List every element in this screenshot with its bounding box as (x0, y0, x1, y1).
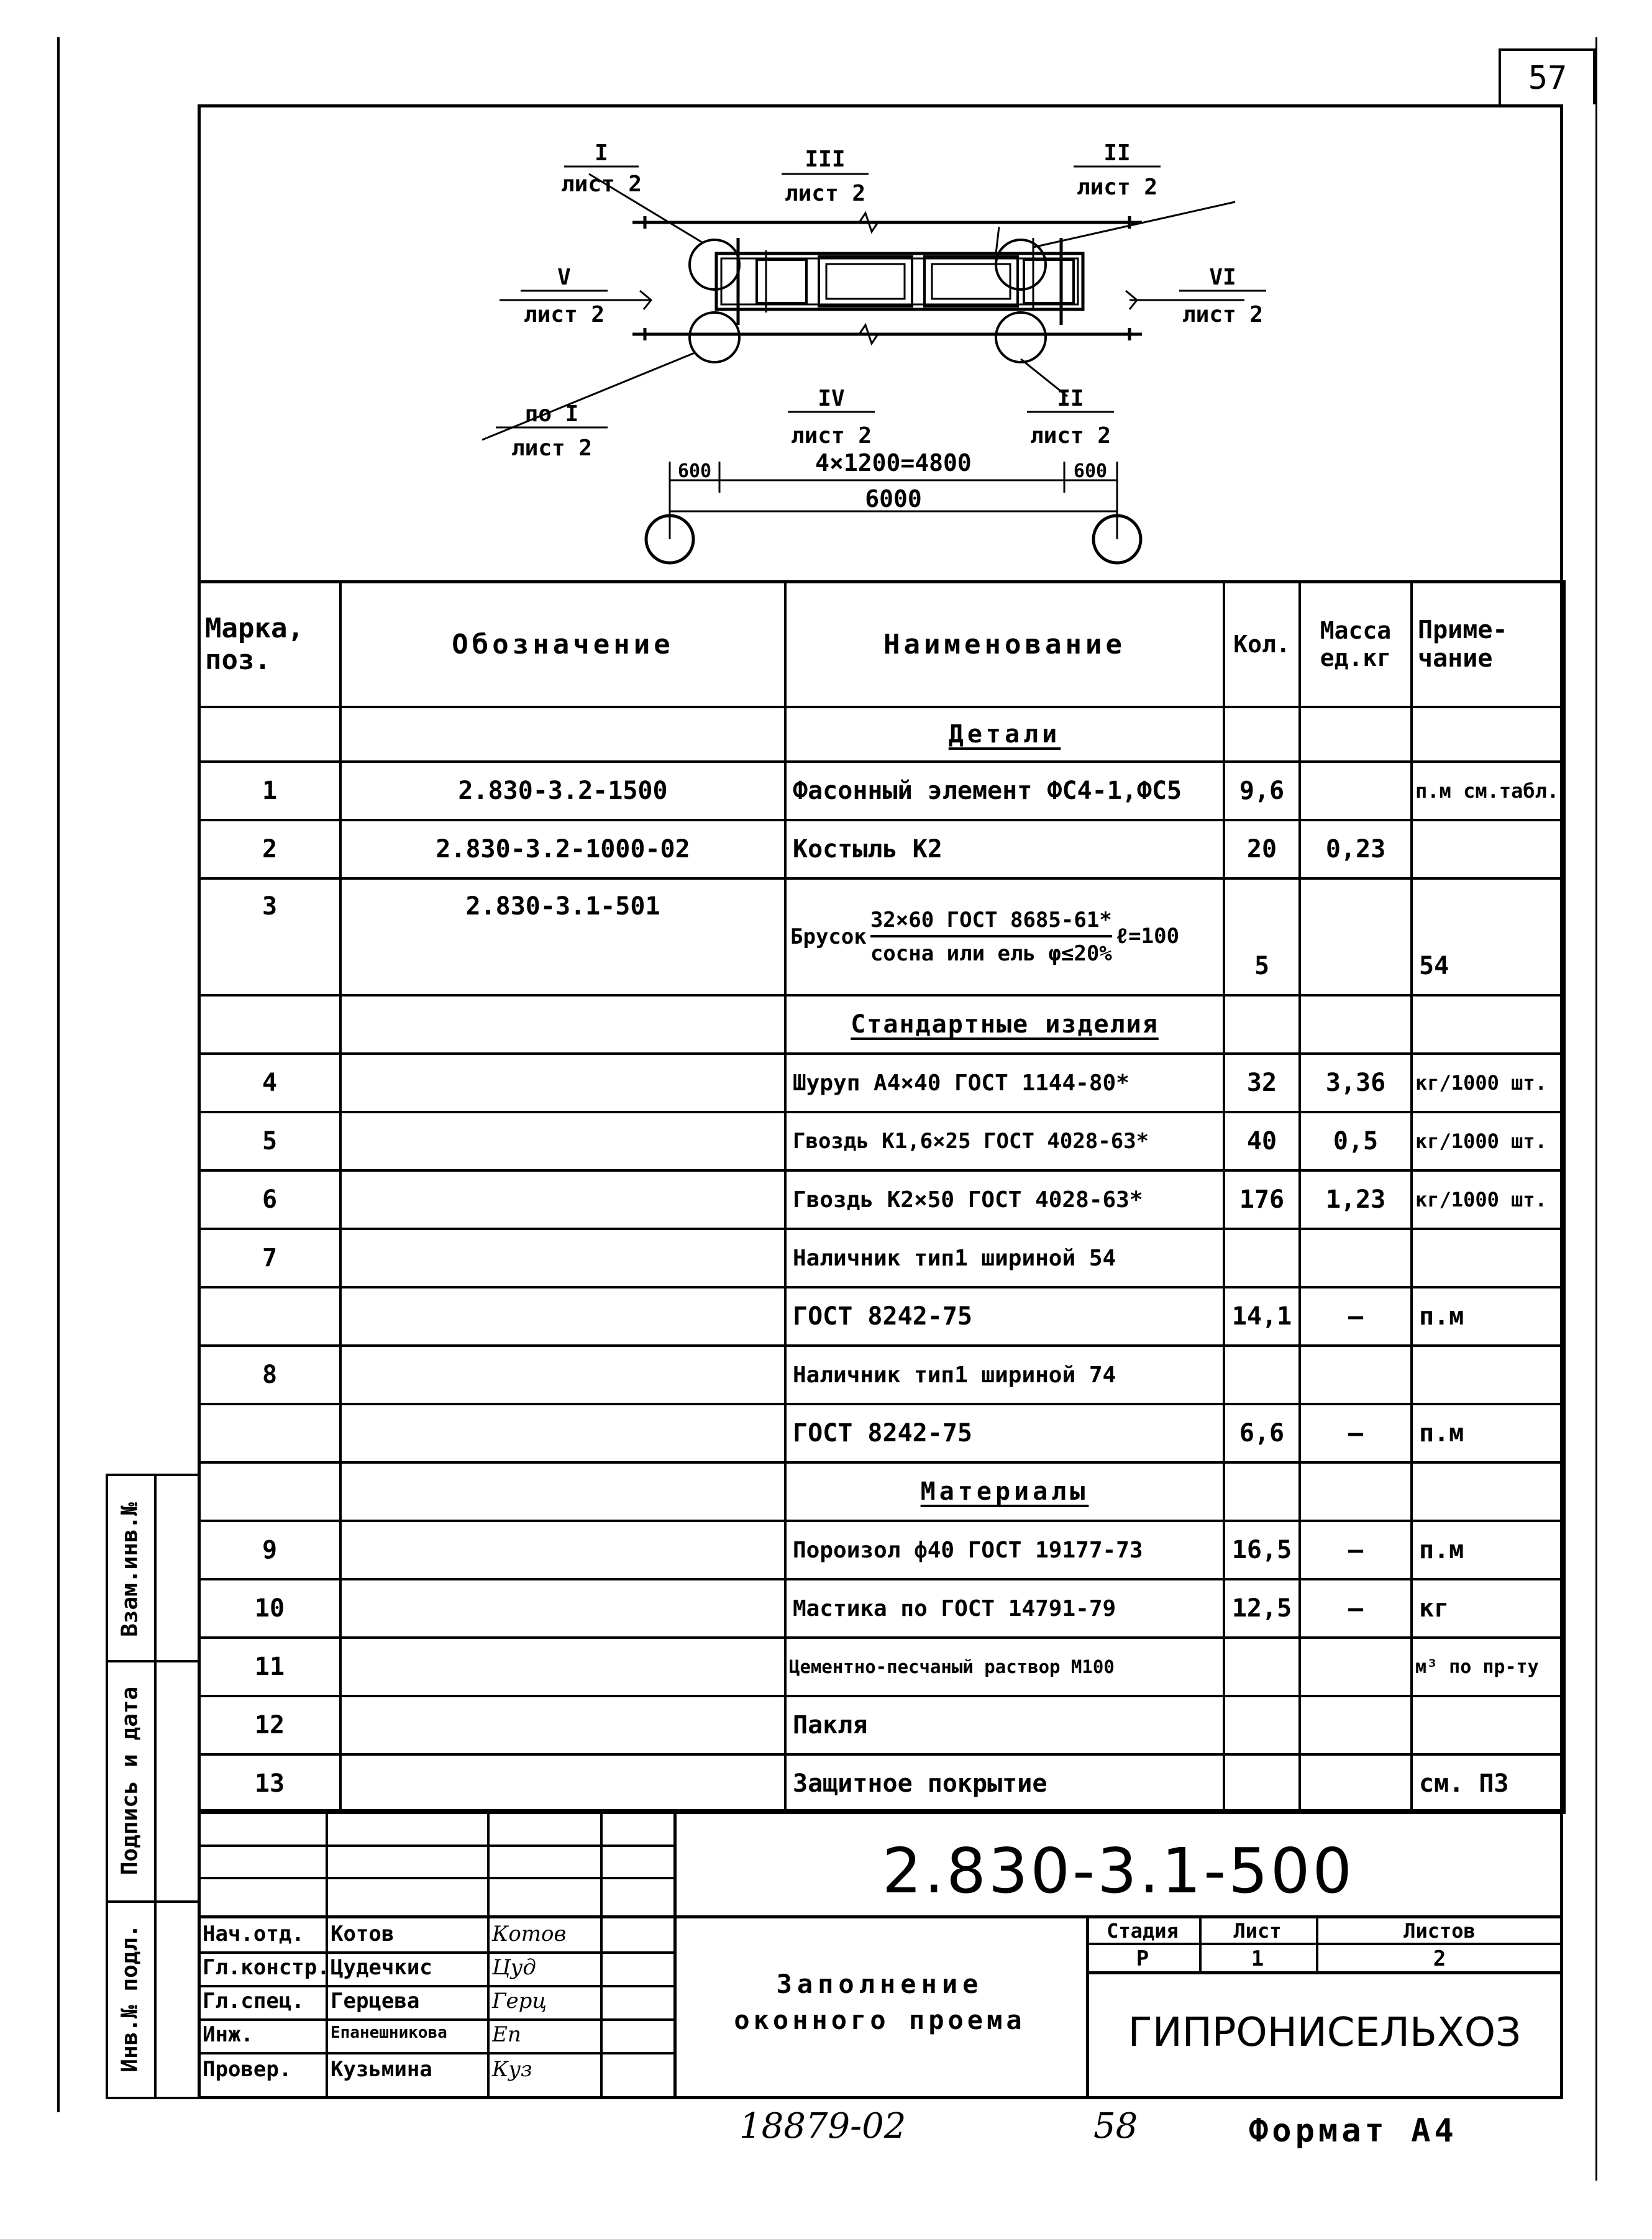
sig-role-3: Инж. (203, 2022, 253, 2047)
sheet-title-line-1: Заполнение (776, 1969, 983, 1999)
section-row (199, 995, 1564, 1054)
sig-role-4: Провер. (203, 2057, 292, 2082)
section-row (199, 707, 1564, 762)
header-designation: Обозначение (340, 581, 785, 707)
sig-name-3: Епанешникова (331, 2023, 447, 2042)
table-row: 6 Гвоздь К2×50 ГОСТ 4028-63* 176 1,23 кг/1000 шт. (199, 1170, 1564, 1229)
table-header-row (199, 581, 1564, 707)
table-row: ГОСТ 8242-75 14,1 — п.м (199, 1287, 1564, 1346)
ref-I-list: лист 2 (560, 171, 642, 197)
right-margin-line (1595, 37, 1597, 2181)
page-number-box (1499, 48, 1595, 104)
ref-IV-list: лист 2 (790, 423, 872, 449)
table-row: 11 Цементно-песчаный раствор М100 м³ по пр-ту (199, 1638, 1564, 1696)
table-row: 3 2.830-3.1-501 Брусок 32×60 ГОСТ 8685-61* сосна или ель φ≤20% ℓ=100 5 54 (199, 878, 1564, 995)
ref-I-top: I (595, 140, 608, 166)
table-row: 7 Наличник тип1 шириной 54 (199, 1229, 1564, 1287)
side-signature-date: Подпись и дата (117, 1686, 143, 1876)
sig-sign-2: Герц (492, 1989, 547, 2013)
title-block (198, 1809, 1563, 2099)
sig-role-0: Нач.отд. (203, 1922, 304, 1946)
sig-sign-3: Еп (492, 2022, 521, 2047)
ref-III-top: III (805, 147, 846, 172)
header-name: Наименование (785, 581, 1224, 707)
sig-sign-1: Цуд (492, 1955, 536, 1980)
table-row: 12 Пакля (199, 1696, 1564, 1754)
table-row: 5 Гвоздь К1,6×25 ГОСТ 4028-63* 40 0,5 кг/1000 шт. (199, 1112, 1564, 1170)
dim-middle: 4×1200=4800 (815, 449, 972, 477)
sig-name-1: Цудечкис (331, 1955, 432, 1980)
sig-sign-4: Куз (492, 2057, 532, 2082)
table-row: 10 Мастика по ГОСТ 14791-79 12,5 — кг (199, 1579, 1564, 1638)
ref-po-I: по I (524, 401, 579, 427)
section-materials: Материалы (920, 1477, 1089, 1506)
ref-II-top: II (1103, 140, 1131, 166)
dim-600-right: 600 (1073, 460, 1108, 482)
ref-II-bottom: II (1057, 386, 1084, 411)
specification-table (198, 580, 1566, 1814)
ref-V-left: V (557, 265, 571, 290)
sheet-title-line-2: оконного проема (734, 2005, 1026, 2035)
sheet-header: Лист (1233, 1919, 1282, 1943)
section-standard: Стандартные изделия (851, 1010, 1159, 1039)
stage-value: Р (1136, 1946, 1149, 1971)
table-row: 8 Наличник тип1 шириной 74 (199, 1346, 1564, 1404)
sig-name-0: Котов (331, 1922, 395, 1946)
brusok-cell: Брусок 32×60 ГОСТ 8685-61* сосна или ель φ≤20% ℓ=100 (785, 878, 1224, 995)
ref-po-I-list: лист 2 (511, 435, 593, 461)
sheets-header: Листов (1403, 1919, 1476, 1943)
sig-sign-0: Котов (492, 1922, 567, 1946)
organization: ГИПРОНИСЕЛЬХОЗ (1128, 2010, 1522, 2056)
format-label: Формат А4 (1249, 2112, 1458, 2150)
ref-III-list: лист 2 (784, 181, 866, 206)
table-row: ГОСТ 8242-75 6,6 — п.м (199, 1404, 1564, 1462)
table-row: 4 Шуруп А4×40 ГОСТ 1144-80* 32 3,36 кг/1000 шт. (199, 1054, 1564, 1112)
header-note: Приме- чание (1412, 581, 1564, 707)
ref-VI-right: VI (1209, 265, 1236, 290)
table-row: 9 Порoизол ф40 ГОСТ 19177-73 16,5 — п.м (199, 1521, 1564, 1579)
side-inv-sub: Инв.№ подл. (117, 1924, 143, 2073)
sig-name-2: Герцева (331, 1989, 420, 2013)
sig-role-1: Гл.констр. (203, 1955, 330, 1980)
ref-II-list: лист 2 (1076, 175, 1158, 200)
ref-IV-bottom: IV (818, 386, 845, 411)
table-row: 13 Защитное покрытие см. П3 (199, 1754, 1564, 1813)
window-plan-drawing (198, 104, 1563, 583)
left-margin-line (57, 37, 60, 2112)
page-number: 57 (1528, 60, 1568, 97)
doc-code: 2.830-3.1-500 (882, 1835, 1355, 1907)
dim-600-left: 600 (677, 460, 712, 482)
ref-VI-list: лист 2 (1182, 302, 1264, 327)
sheets-value: 2 (1433, 1946, 1446, 1971)
table-row: 1 2.830-3.2-1500 Фасонный элемент ФС4-1,ФС5 9,6 п.м см.табл. (199, 762, 1564, 820)
header-mark: Марка, поз. (199, 581, 340, 707)
ref-II-bottom-list: лист 2 (1029, 423, 1111, 449)
table-row: 2 2.830-3.2-1000-02 Костыль К2 20 0,23 (199, 820, 1564, 878)
sig-role-2: Гл.спец. (203, 1989, 304, 2013)
footer-page: 58 (1093, 2106, 1138, 2146)
footer-number: 18879-02 (739, 2106, 906, 2146)
side-vzam-inv: Взам.инв.№ (117, 1502, 143, 1637)
dim-total: 6000 (865, 485, 922, 513)
header-mass: Масса ед.кг (1300, 581, 1412, 707)
sheet-value: 1 (1251, 1946, 1264, 1971)
section-details: Детали (948, 720, 1061, 749)
stage-header: Стадия (1107, 1919, 1179, 1943)
sig-name-4: Кузьмина (331, 2057, 432, 2082)
header-qty: Кол. (1224, 581, 1300, 707)
section-row (199, 1462, 1564, 1521)
ref-V-list: лист 2 (523, 302, 605, 327)
side-stamp (106, 1474, 198, 2099)
